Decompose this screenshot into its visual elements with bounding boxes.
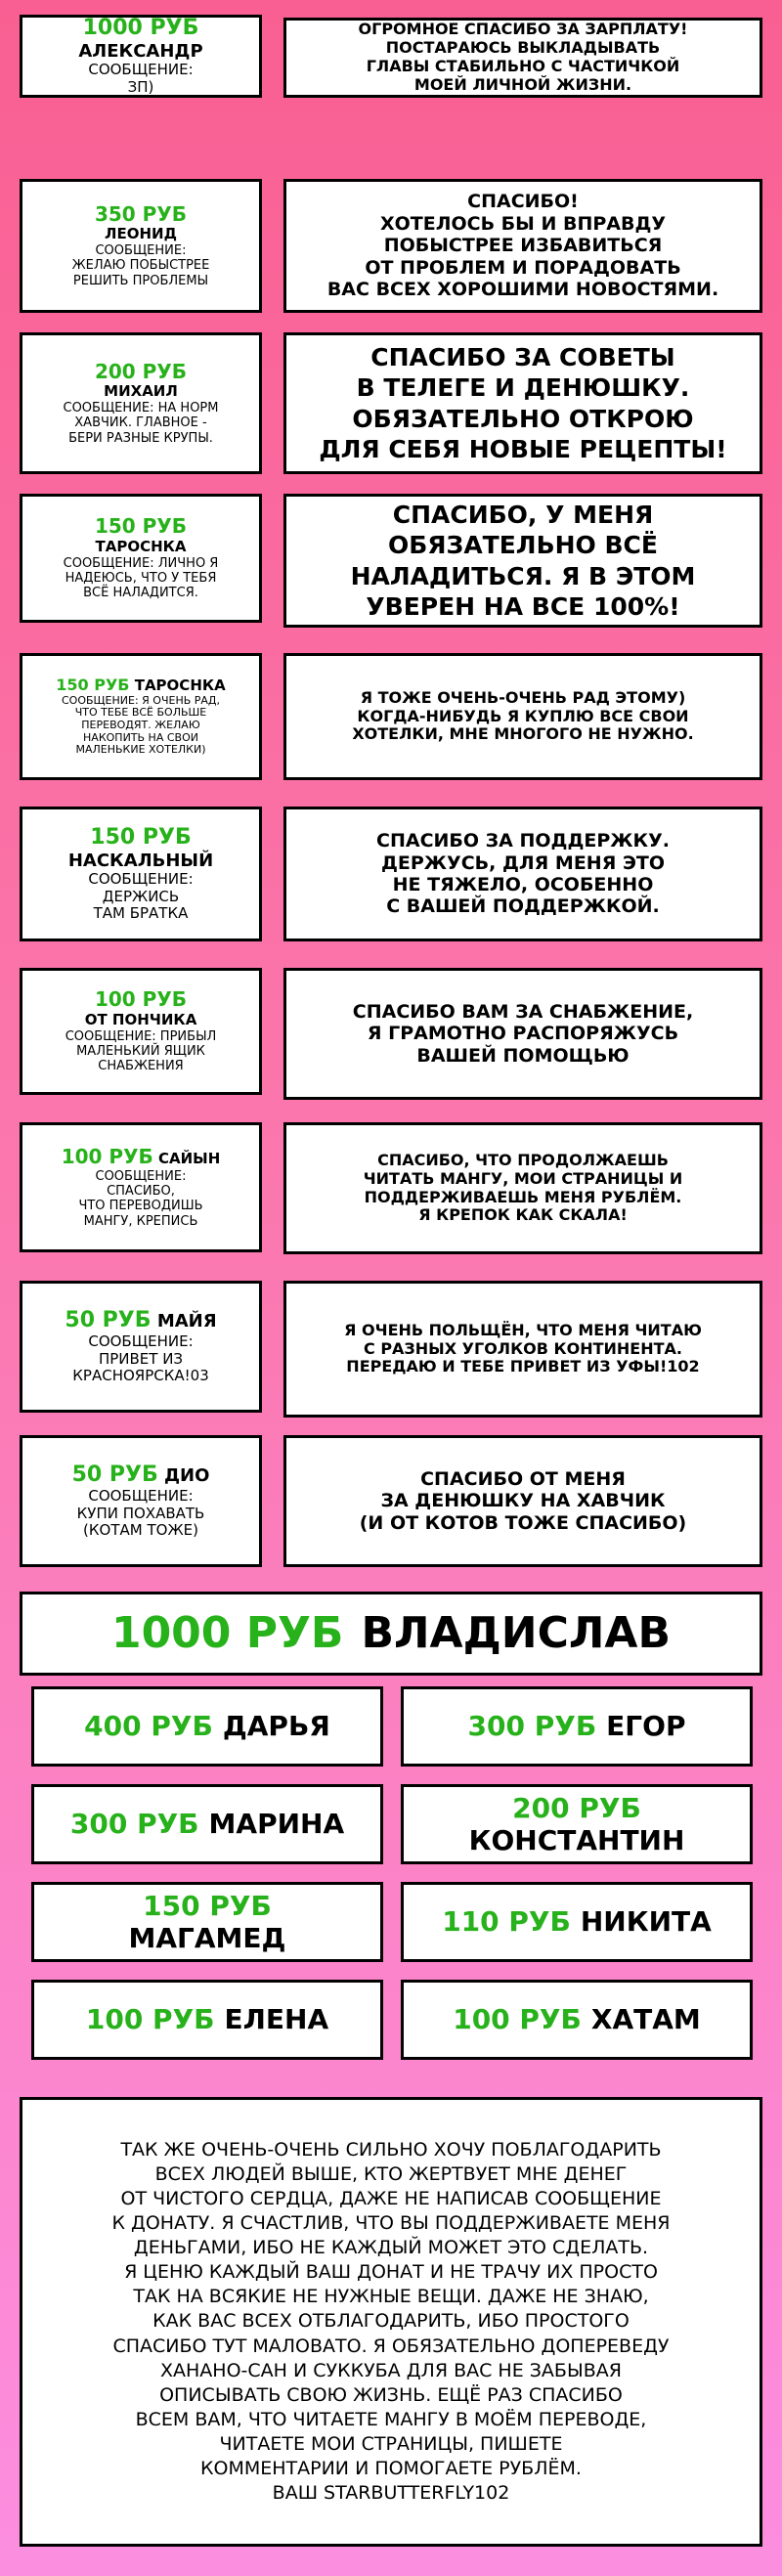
closing-text: ТАК ЖЕ ОЧЕНЬ-ОЧЕНЬ СИЛЬНО ХОЧУ ПОБЛАГОДАРИТЬ ВСЕХ ЛЮДЕЙ ВЫШЕ, КТО ЖЕРТВУЕТ МНЕ ДЕНЕГ ОТ ЧИСТОГО СЕРДЦА, ДАЖЕ НЕ НАПИСАВ СООБЩЕНИЕ К ДОНАТУ. Я СЧАСТЛИВ, ЧТО ВЫ ПОДДЕРЖИВАЕТЕ МЕНЯ ДЕНЬГАМИ, ИБО НЕ КАЖДЫЙ МОЖЕТ ЭТО СДЕЛАТЬ. Я ЦЕНЮ КАЖДЫЙ ВАШ ДОНАТ И НЕ ТРАЧУ ИХ ПРОСТО ТАК НА ВСЯКИЕ НЕ НУЖНЫЕ ВЕЩИ. ДАЖЕ НЕ ЗНАЮ, КАК ВАС ВСЕХ ОТБЛАГОДАРИТЬ, ИБО ПРОСТОГО СПАСИБО ТУТ МАЛОВАТО. Я ОБЯЗАТЕЛЬНО ДОПЕРЕВЕДУ ХАНАНО-САН И СУККУБА ДЛЯ ВАС НЕ ЗАБЫВАЯ ОПИСЫВАТЬ СВОЮ ЖИЗНЬ. ЕЩЁ РАЗ СПАСИБО ВСЕМ ВАМ, ЧТО ЧИТАЕТЕ МАНГУ В МОЁМ ПЕРЕВОДЕ, ЧИТАЕТЕ МОИ СТРАНИЦЫ, ПИШЕТЕ КОММЕНТАРИИ И ПОМОГАЕТЕ РУБЛЁМ. ВАШ STARBUTTERFLY102	[111, 2138, 671, 2504]
donor-cell	[401, 1784, 753, 1864]
reply-text: Я ОЧЕНЬ ПОЛЬЩЁН, ЧТО МЕНЯ ЧИТАЮ С РАЗНЫХ УГОЛКОВ КОНТИНЕНТА. ПЕРЕДАЮ И ТЕБЕ ПРИВЕТ ИЗ УФЫ!102	[344, 1320, 702, 1376]
donor-card	[20, 1281, 262, 1413]
reply-text: СПАСИБО ЗА СОВЕТЫ В ТЕЛЕГЕ И ДЕНЮШКУ. ОБЯЗАТЕЛЬНО ОТКРОЮ ДЛЯ СЕБЯ НОВЫЕ РЕЦЕПТЫ!	[319, 343, 727, 463]
donor-message: СООБЩЕНИЕ: ЖЕЛАЮ ПОБЫСТРЕЕ РЕШИТЬ ПРОБЛЕМЫ	[71, 243, 210, 288]
reply-text: ОГРОМНОЕ СПАСИБО ЗА ЗАРПЛАТУ! ПОСТАРАЮСЬ ВЫКЛАДЫВАТЬ ГЛАВЫ СТАБИЛЬНО С ЧАСТИЧКОЙ МОЕЙ ЛИЧНОЙ ЖИЗНИ.	[358, 20, 688, 94]
donation-amount: 1000 РУБ	[82, 16, 199, 41]
donor-cell	[401, 1686, 753, 1767]
donation-amount: 150 РУБ	[94, 514, 188, 539]
donor-card	[20, 1122, 262, 1252]
donor-cell	[401, 1980, 753, 2060]
donor-cell	[31, 1686, 383, 1767]
reply-text: СПАСИБО ОТ МЕНЯ ЗА ДЕНЮШКУ НА ХАВЧИК (И ОТ КОТОВ ТОЖЕ СПАСИБО)	[359, 1467, 687, 1534]
donor-card	[20, 332, 262, 474]
donor-message: СООБЩЕНИЕ: НА НОРМ ХАВЧИК. ГЛАВНОЕ - БЕРИ РАЗНЫЕ КРУПЫ.	[63, 401, 219, 446]
donor-message: СООБЩЕНИЕ: ПРИВЕТ ИЗ КРАСНОЯРСКА!03	[72, 1332, 209, 1385]
thanks-reply	[283, 653, 762, 780]
thanks-reply	[283, 1281, 762, 1418]
donation-amount: 100 РУБ	[61, 1145, 153, 1169]
donor-name: КОНСТАНТИН	[468, 1824, 685, 1856]
donation-amount: 1000 РУБ	[110, 1608, 344, 1659]
donation-amount: 300 РУБ	[69, 1808, 199, 1841]
donor-name: ХАТАМ	[590, 2003, 701, 2036]
donor-message: СООБЩЕНИЕ: ДЕРЖИСЬ ТАМ БРАТКА	[88, 870, 194, 923]
donor-message: СООБЩЕНИЕ: СПАСИБО, ЧТО ПЕРЕВОДИШЬ МАНГУ, КРЕПИСЬ	[78, 1168, 203, 1229]
closing-message	[20, 2097, 762, 2547]
donor-message: СООБЩЕНИЕ: ЛИЧНО Я НАДЕЮСЬ, ЧТО У ТЕБЯ ВСЁ НАЛАДИТСЯ.	[63, 555, 219, 601]
reply-text: СПАСИБО ЗА ПОДДЕРЖКУ. ДЕРЖУСЬ, ДЛЯ МЕНЯ ЭТО НЕ ТЯЖЕЛО, ОСОБЕННО С ВАШЕЙ ПОДДЕРЖКОЙ.	[376, 830, 670, 918]
donor-name: ЕЛЕНА	[224, 2003, 329, 2036]
donation-amount: 350 РУБ	[94, 201, 188, 226]
donation-amount: 110 РУБ	[442, 1905, 571, 1939]
donation-amount: 50 РУБ	[71, 1462, 158, 1487]
donor-cell	[31, 1784, 383, 1864]
reply-text: Я ТОЖЕ ОЧЕНЬ-ОЧЕНЬ РАД ЭТОМУ) КОГДА-НИБУДЬ Я КУПЛЮ ВСЕ СВОИ ХОТЕЛКИ, МНЕ МНОГОГО НЕ НУЖНО.	[352, 687, 694, 744]
donor-message: СООБЩЕНИЕ: ПРИБЫЛ МАЛЕНЬКИЙ ЯЩИК СНАБЖЕНИЯ	[65, 1028, 217, 1074]
donation-amount: 200 РУБ	[512, 1791, 641, 1824]
thanks-reply	[283, 494, 762, 628]
donor-header	[65, 1308, 216, 1333]
donor-name: ЛЕОНИД	[105, 225, 177, 243]
thanks-reply	[283, 968, 762, 1100]
donor-name: ОТ ПОНЧИКА	[84, 1010, 197, 1028]
reply-text: СПАСИБО, ЧТО ПРОДОЛЖАЕШЬ ЧИТАТЬ МАНГУ, МОИ СТРАНИЦЫ И ПОДДЕРЖИВАЕШЬ МЕНЯ РУБЛЁМ. Я КРЕПОК КАК СКАЛА!	[363, 1150, 683, 1225]
thanks-reply	[283, 807, 762, 941]
reply-text: СПАСИБО ВАМ ЗА СНАБЖЕНИЕ, Я ГРАМОТНО РАСПОРЯЖУСЬ ВАШЕЙ ПОМОЩЬЮ	[352, 1000, 694, 1067]
thanks-reply	[283, 18, 762, 98]
donor-name: ЕГОР	[606, 1710, 686, 1743]
donor-name: ДАРЬЯ	[222, 1710, 330, 1743]
donor-name: АЛЕКСАНДР	[78, 41, 203, 63]
donor-card	[20, 494, 262, 623]
donor-name: МАГАМЕД	[128, 1922, 286, 1954]
thanks-reply	[283, 1435, 762, 1567]
donor-cell	[31, 1980, 383, 2060]
donor-name: МИХАИЛ	[104, 382, 178, 401]
donor-name: НАСКАЛЬНЫЙ	[67, 850, 214, 871]
donor-message: СООБЩЕНИЕ: КУПИ ПОХАВАТЬ (КОТАМ ТОЖЕ)	[76, 1486, 205, 1540]
donation-amount: 200 РУБ	[94, 359, 188, 383]
thanks-reply	[283, 1122, 762, 1254]
reply-text: СПАСИБО, У МЕНЯ ОБЯЗАТЕЛЬНО ВСЁ НАЛАДИТЬСЯ. Я В ЭТОМ УВЕРЕН НА ВСЕ 100%!	[350, 501, 696, 621]
donor-header	[72, 1463, 210, 1488]
top-donor-banner	[20, 1592, 762, 1676]
donation-amount: 100 РУБ	[94, 987, 188, 1012]
donor-name: САЙЫН	[158, 1150, 221, 1168]
donation-amount: 100 РУБ	[85, 2003, 215, 2036]
donor-name: НИКИТА	[580, 1905, 712, 1939]
donation-amount: 150 РУБ	[56, 675, 130, 694]
donor-name: ТАРОСНКА	[134, 676, 226, 694]
donor-card	[20, 807, 262, 941]
donor-message: СООБЩЕНИЕ: ЗП)	[88, 61, 194, 97]
donation-amount: 150 РУБ	[143, 1889, 272, 1922]
reply-text: СПАСИБО! ХОТЕЛОСЬ БЫ И ВПРАВДУ ПОБЫСТРЕЕ ИЗБАВИТЬСЯ ОТ ПРОБЛЕМ И ПОРАДОВАТЬ ВАС ВСЕХ ХОРОШИМИ НОВОСТЯМИ.	[326, 191, 719, 301]
donation-amount: 150 РУБ	[90, 824, 192, 850]
donor-card	[20, 179, 262, 313]
donation-amount: 300 РУБ	[467, 1710, 597, 1743]
donor-name: ДИО	[164, 1464, 210, 1486]
donor-name: ВЛАДИСЛАВ	[361, 1608, 672, 1659]
donor-message: СООБЩЕНИЕ: Я ОЧЕНЬ РАД, ЧТО ТЕБЕ ВСЁ БОЛЬШЕ ПЕРЕВОДЯТ. ЖЕЛАЮ НАКОПИТЬ НА СВОИ МАЛЕНЬКИЕ ХОТЕЛКИ)	[61, 693, 221, 757]
donor-header	[56, 677, 226, 695]
thanks-reply	[283, 179, 762, 313]
donor-name: МАЙЯ	[156, 1310, 217, 1332]
thanks-reply	[283, 332, 762, 474]
donation-amount: 50 РУБ	[65, 1307, 152, 1332]
donor-card	[20, 15, 262, 98]
donor-card	[20, 968, 262, 1095]
donor-name: МАРИНА	[208, 1808, 345, 1841]
donor-card	[20, 653, 262, 780]
donor-header	[62, 1146, 221, 1169]
donation-amount: 100 РУБ	[453, 2003, 582, 2036]
donor-name: ТАРОСНКА	[95, 537, 187, 555]
donation-amount: 400 РУБ	[84, 1710, 213, 1743]
donor-card	[20, 1435, 262, 1567]
donor-cell	[31, 1882, 383, 1962]
donor-cell	[401, 1882, 753, 1962]
